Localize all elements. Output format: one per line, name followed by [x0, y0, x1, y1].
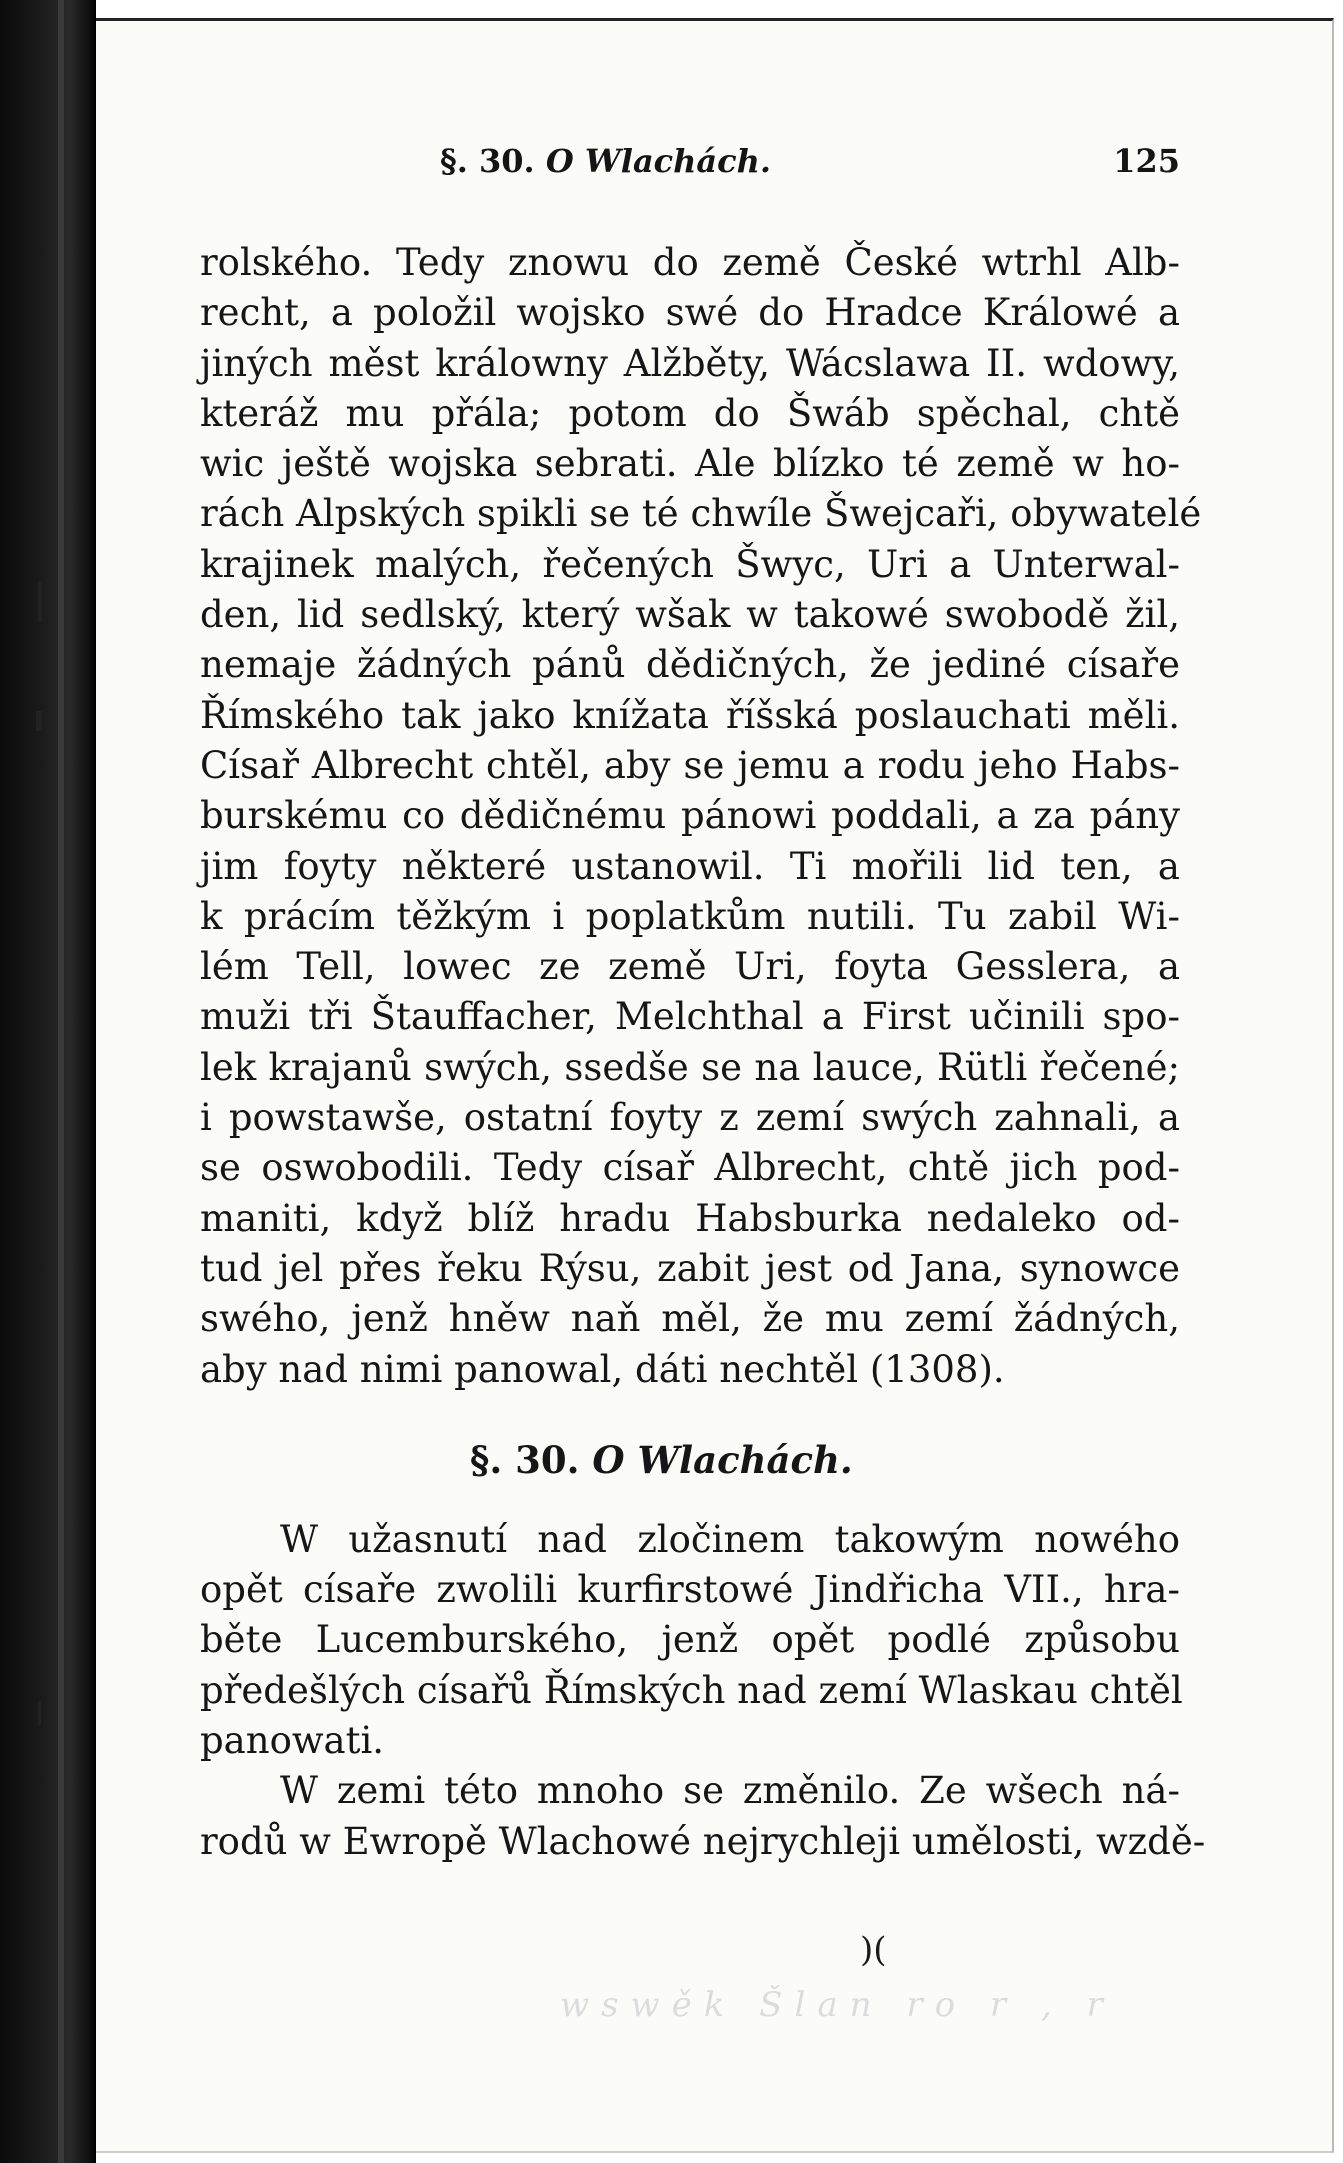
running-head-title [440, 142, 771, 180]
book-binding-edge [0, 0, 96, 2163]
section-number: §. 30. [470, 1437, 580, 1482]
margin-mark [38, 581, 42, 621]
margin-mark [38, 1701, 41, 1725]
binding-highlight [58, 0, 64, 2163]
text-line: Císař Albrecht chtěl, aby se jemu a rodu jeho Habs- [200, 743, 1180, 787]
section-title: O Wlachách. [592, 1437, 853, 1482]
section-heading [200, 1435, 1180, 1485]
paragraph-3 [200, 1766, 1206, 1867]
text-line: burskému co dědičnému pánowi poddali, a za pány [200, 794, 1180, 838]
text-line: krajinek malých, řečených Šwyc, Uri a Unterwal- [200, 542, 1180, 586]
text-line: běte Lucemburského, jenž opět podlé způsobu [200, 1618, 1180, 1662]
text-line: jiných měst králowny Alžběty, Wácslawa II. wdowy, [200, 341, 1180, 385]
text-line: muži tři Štauffacher, Melchthal a First učinili spo- [200, 995, 1180, 1039]
text-line: panowati. [200, 1719, 385, 1763]
text-line: předešlých císařů Římských nad zemí Wlaskau chtěl [200, 1668, 1183, 1712]
text-line: wic ještě wojska sebrati. Ale blízko té země w ho- [200, 442, 1180, 486]
paragraph-2 [200, 1515, 1183, 1766]
running-head-italic: O Wlachách. [545, 142, 772, 180]
text-line: den, lid sedlský, který wšak w takowé swobodě žil, [200, 593, 1180, 637]
text-line: rách Alpských spikli se té chwíle Šwejcaři, obywatelé [200, 492, 1202, 536]
text-line: lém Tell, lowec ze země Uri, foyta Gesslera, a [200, 945, 1180, 989]
bleed-through-text: wswěk Šlan ro r , r [560, 1985, 1115, 2025]
text-line: rodů w Ewropě Wlachowé nejrychleji umělosti, wzdě- [200, 1819, 1206, 1863]
text-line: se oswobodili. Tedy císař Albrecht, chtě jich pod- [200, 1146, 1180, 1190]
text-line: lek krajanů swých, ssedše se na lauce, Rütli řečené; [200, 1045, 1180, 1089]
text-line: aby nad nimi panowal, dáti nechtěl (1308). [200, 1347, 1005, 1391]
text-line: tud jel přes řeku Rýsu, zabit jest od Jana, synowce [200, 1246, 1180, 1290]
paragraph-1 [200, 238, 1202, 1395]
text-line: rolského. Tedy znowu do země České wtrhl Alb- [200, 241, 1180, 284]
catchword: )( [860, 1930, 887, 1970]
text-line: nemaje žádných pánů dědičných, že jediné císaře [200, 643, 1180, 687]
text-line: W zemi této mnoho se změnilo. Ze wšech ná- [280, 1769, 1180, 1813]
text-line: W užasnutí nad zločinem takowým nowého [280, 1517, 1180, 1561]
text-line: swého, jenž hněw naň měl, že mu zemí žádných, [200, 1297, 1180, 1341]
text-line: recht, a položil wojsko swé do Hradce Králowé a [200, 291, 1180, 335]
text-line: k prácím těžkým i poplatkům nutili. Tu zabil Wi- [200, 894, 1180, 938]
text-line: jim foyty některé ustanowil. Ti mořili lid ten, a [200, 844, 1180, 888]
text-line: opět císaře zwolili kurfirstowé Jindřicha VII., hra- [200, 1568, 1180, 1612]
running-head [440, 142, 1180, 192]
page-number: 125 [1113, 142, 1180, 180]
running-head-prefix: §. 30. [440, 142, 535, 180]
text-line: i powstawše, ostatní foyty z zemí swých zahnali, a [200, 1096, 1180, 1140]
text-line: kteráž mu přála; potom do Šwáb spěchal, chtě [200, 391, 1180, 435]
margin-mark [36, 711, 42, 731]
text-line: maniti, když blíž hradu Habsburka nedaleko od- [200, 1196, 1180, 1240]
text-block [200, 238, 1206, 1867]
text-line: Římského tak jako knížata říšská poslauchati měli. [200, 693, 1180, 737]
